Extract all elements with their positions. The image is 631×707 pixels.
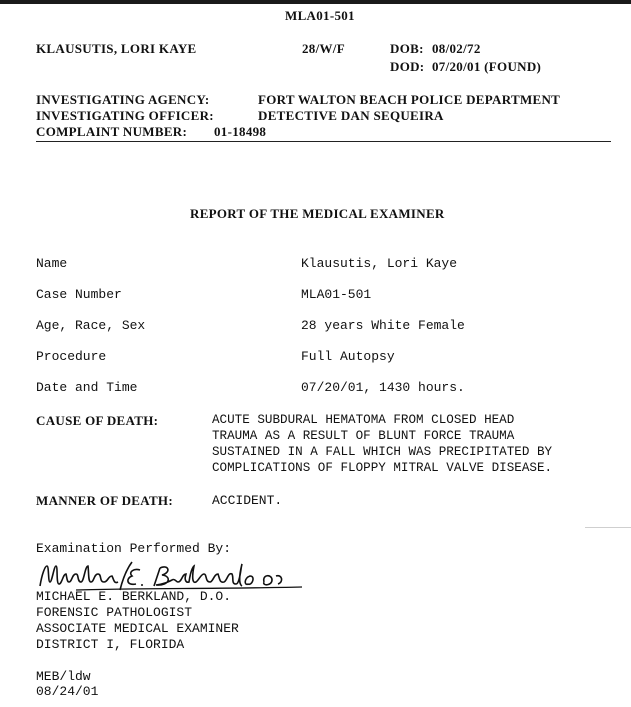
manner-label: MANNER OF DEATH:	[36, 493, 173, 508]
complaint-label: COMPLAINT NUMBER:	[36, 124, 188, 139]
subject-name: KLAUSUTIS, LORI KAYE	[36, 41, 197, 56]
field-value-age-race-sex: 28 years White Female	[301, 318, 465, 333]
examiner-role: ASSOCIATE MEDICAL EXAMINER	[36, 621, 239, 636]
field-value-date-time: 07/20/01, 1430 hours.	[301, 380, 465, 395]
scan-artifact-line	[585, 527, 631, 528]
report-date: 08/24/01	[36, 684, 99, 699]
officer-label: INVESTIGATING OFFICER:	[36, 108, 214, 123]
field-label-date-time: Date and Time	[36, 380, 138, 395]
case-id-header: MLA01-501	[285, 8, 355, 23]
officer-value: DETECTIVE DAN SEQUEIRA	[258, 108, 444, 123]
field-label-age-race-sex: Age, Race, Sex	[36, 318, 146, 333]
field-value-procedure: Full Autopsy	[301, 349, 395, 364]
header-divider	[36, 141, 611, 142]
field-value-case-number: MLA01-501	[301, 287, 372, 302]
manner-value: ACCIDENT.	[212, 493, 283, 508]
field-label-name: Name	[36, 256, 68, 271]
agency-label: INVESTIGATING AGENCY:	[36, 92, 210, 107]
dob-value: 08/02/72	[432, 41, 481, 56]
field-value-name: Klausutis, Lori Kaye	[301, 256, 458, 271]
performed-by-label: Examination Performed By:	[36, 541, 232, 556]
field-label-procedure: Procedure	[36, 349, 107, 364]
examiner-name: MICHAEL E. BERKLAND, D.O.	[36, 589, 232, 604]
handwritten-signature	[36, 560, 306, 592]
typist-initials: MEB/ldw	[36, 669, 91, 684]
complaint-value: 01-18498	[214, 124, 267, 139]
agency-value: FORT WALTON BEACH POLICE DEPARTMENT	[258, 92, 561, 107]
field-label-case-number: Case Number	[36, 287, 122, 302]
cause-line: ACUTE SUBDURAL HEMATOMA FROM CLOSED HEAD	[212, 413, 515, 427]
subject-demographics: 28/W/F	[302, 41, 345, 56]
scan-top-edge	[0, 0, 631, 4]
examiner-title: FORENSIC PATHOLOGIST	[36, 605, 193, 620]
cause-line: SUSTAINED IN A FALL WHICH WAS PRECIPITATED BY	[212, 445, 553, 459]
cause-line: COMPLICATIONS OF FLOPPY MITRAL VALVE DISEASE.	[212, 461, 553, 475]
dod-label: DOD:	[390, 59, 425, 74]
cause-label: CAUSE OF DEATH:	[36, 413, 159, 428]
dod-value: 07/20/01 (FOUND)	[432, 59, 542, 74]
dob-label: DOB:	[390, 41, 424, 56]
examiner-district: DISTRICT I, FLORIDA	[36, 637, 185, 652]
report-title: REPORT OF THE MEDICAL EXAMINER	[190, 206, 445, 221]
cause-line: TRAUMA AS A RESULT OF BLUNT FORCE TRAUMA	[212, 429, 515, 443]
